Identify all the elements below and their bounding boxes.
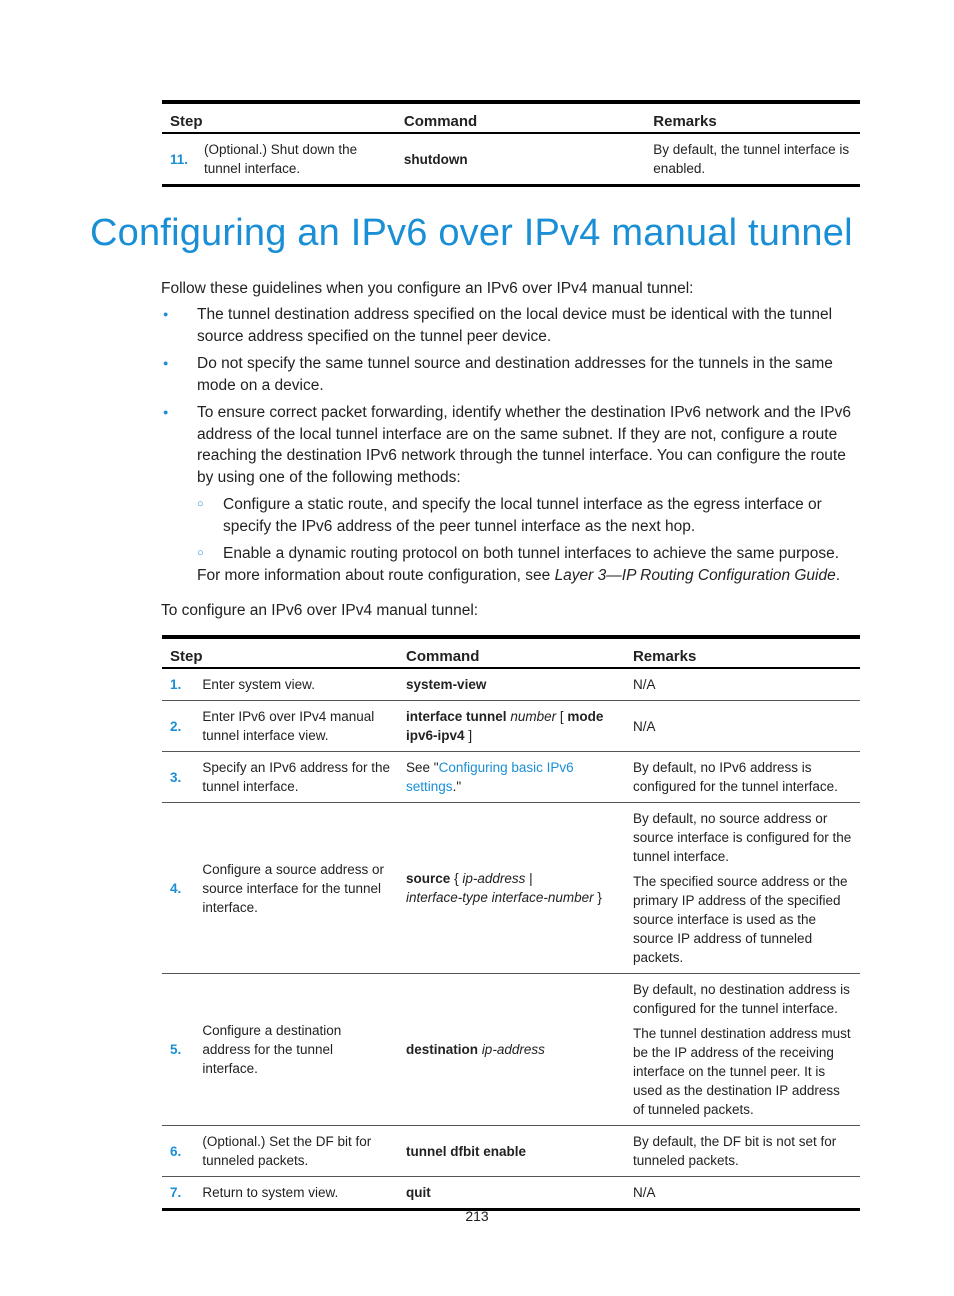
bullet-text: To ensure correct packet forwarding, identify whether the destination IPv6 network and the IPv6 address of the local tunnel interface are on the same subnet. If they are not, configure a route reaching the destination IPv6 network through the tunnel interface. You can configure the route by using one of the following methods: [197,404,851,486]
remarks-cell: N/A [625,701,860,752]
command-cell [398,668,625,701]
step-number: 3. [162,752,194,803]
remark-text: By default, no source address or source interface is configured for the tunnel interface. [632,811,852,864]
table-row [162,701,860,752]
command-bracket: [ [559,709,564,724]
step-text: (Optional.) Shut down the tunnel interface. [196,133,396,186]
sub-bullet-text: Enable a dynamic routing protocol on both tunnel interfaces to achieve the same purpose. [223,545,840,562]
command-cell [398,803,625,974]
step-text: Configure a destination address for the tunnel interface. [194,974,398,1126]
step-text: Return to system view. [194,1177,398,1210]
guide-title: Layer 3—IP Routing Configuration Guide [554,566,836,584]
header-remarks: Remarks [625,637,860,668]
command-arg: ip-address [481,1042,545,1057]
table-header-row [162,102,860,133]
guidelines-list [161,304,866,592]
command-keyword: shutdown [403,151,468,167]
command-text: See " [406,760,439,775]
list-item [161,304,866,347]
table-row [162,1177,860,1210]
remark-text: By default, no destination address is configured for the tunnel interface. [632,982,850,1016]
command-keyword: mode ipv6-ipv4 [406,709,604,743]
step-number: 4. [162,803,194,974]
command-keyword: quit [406,1185,431,1200]
command-keyword: tunnel dfbit enable [406,1143,527,1159]
remark-text: The specified source address or the primary IP address of the specified source interface is used as the source IP address of tunneled packets. [632,874,848,965]
step-text: Configure a source address or source interface for the tunnel interface. [194,803,398,974]
command-cell [396,133,645,186]
command-cell [398,752,625,803]
configuring-basic-ipv6-link[interactable]: Configuring basic IPv6 settings [406,760,574,794]
header-command: Command [396,102,645,133]
more-info-suffix: . [835,566,841,584]
command-arg: ip-address [462,871,526,886]
command-keyword: system-view [406,677,487,692]
bullet-text: The tunnel destination address specified on the local device must be identical with the tunnel source address specified on the tunnel peer device. [197,306,833,345]
top-command-table [162,100,860,187]
command-cell [398,701,625,752]
table-header-row [162,637,860,668]
main-command-table [162,635,860,1211]
command-bracket: ] [468,728,473,743]
step-text: Enter IPv6 over IPv4 manual tunnel interface view. [194,701,398,752]
to-configure-text: To configure an IPv6 over IPv4 manual tunnel: [161,602,479,619]
table-row [162,1126,860,1177]
command-keyword: interface tunnel [406,709,507,724]
remark-text: By default, the tunnel interface is enabled. [653,142,850,176]
table-row [162,974,860,1126]
remarks-cell: By default, the DF bit is not set for tunneled packets. [625,1126,860,1177]
list-item [161,402,866,565]
header-command: Command [398,637,625,668]
command-cell [398,1126,625,1177]
table-row [162,752,860,803]
command-arg: interface-type interface-number [406,890,594,905]
step-number: 5. [162,974,194,1126]
command-separator: | [529,871,533,886]
step-text: Enter system view. [194,668,398,701]
table-row [162,803,860,974]
page-number: 213 [465,1208,489,1224]
sub-bullet-text: Configure a static route, and specify the local tunnel interface as the egress interface or specify the IPv6 address of the peer tunnel interface as the next hop. [223,496,822,535]
remarks-cell [625,974,860,1126]
remarks-cell: By default, no IPv6 address is configured for the tunnel interface. [625,752,860,803]
step-number: 11. [162,133,196,186]
remarks-cell: N/A [625,668,860,701]
command-text: ." [452,779,462,794]
list-item [161,353,866,396]
command-arg: number [510,709,557,724]
header-remarks: Remarks [645,102,860,133]
step-text: Specify an IPv6 address for the tunnel interface. [194,752,398,803]
sub-list-item [197,494,866,537]
header-step: Step [162,102,396,133]
section-heading: Configuring an IPv6 over IPv4 manual tunnel [90,212,853,254]
step-text: (Optional.) Set the DF bit for tunneled packets. [194,1126,398,1177]
table-row [162,133,860,186]
command-cell [398,1177,625,1210]
bullet-text: Do not specify the same tunnel source and destination addresses for the tunnels in the same mode on a device. [197,355,833,394]
command-bracket: { [454,871,459,886]
step-number: 6. [162,1126,194,1177]
more-info-prefix: For more information about route configuration, see [197,566,555,584]
step-number: 1. [162,668,194,701]
command-cell [398,974,625,1126]
remark-text: The tunnel destination address must be the IP address of the receiving interface on the tunnel peer. It is used as the destination IP address of tunneled packets. [632,1026,851,1117]
remarks-cell [645,133,860,186]
more-info-paragraph [161,565,866,587]
command-bracket: } [597,890,602,905]
remarks-cell: N/A [625,1177,860,1210]
header-step: Step [162,637,398,668]
intro-text: Follow these guidelines when you configure an IPv6 over IPv4 manual tunnel: [161,280,694,297]
command-keyword: destination [406,1042,479,1057]
methods-list [197,494,866,565]
step-number: 7. [162,1177,194,1210]
command-keyword: source [406,871,451,886]
step-number: 2. [162,701,194,752]
sub-list-item [197,543,866,565]
table-row [162,668,860,701]
remarks-cell [625,803,860,974]
